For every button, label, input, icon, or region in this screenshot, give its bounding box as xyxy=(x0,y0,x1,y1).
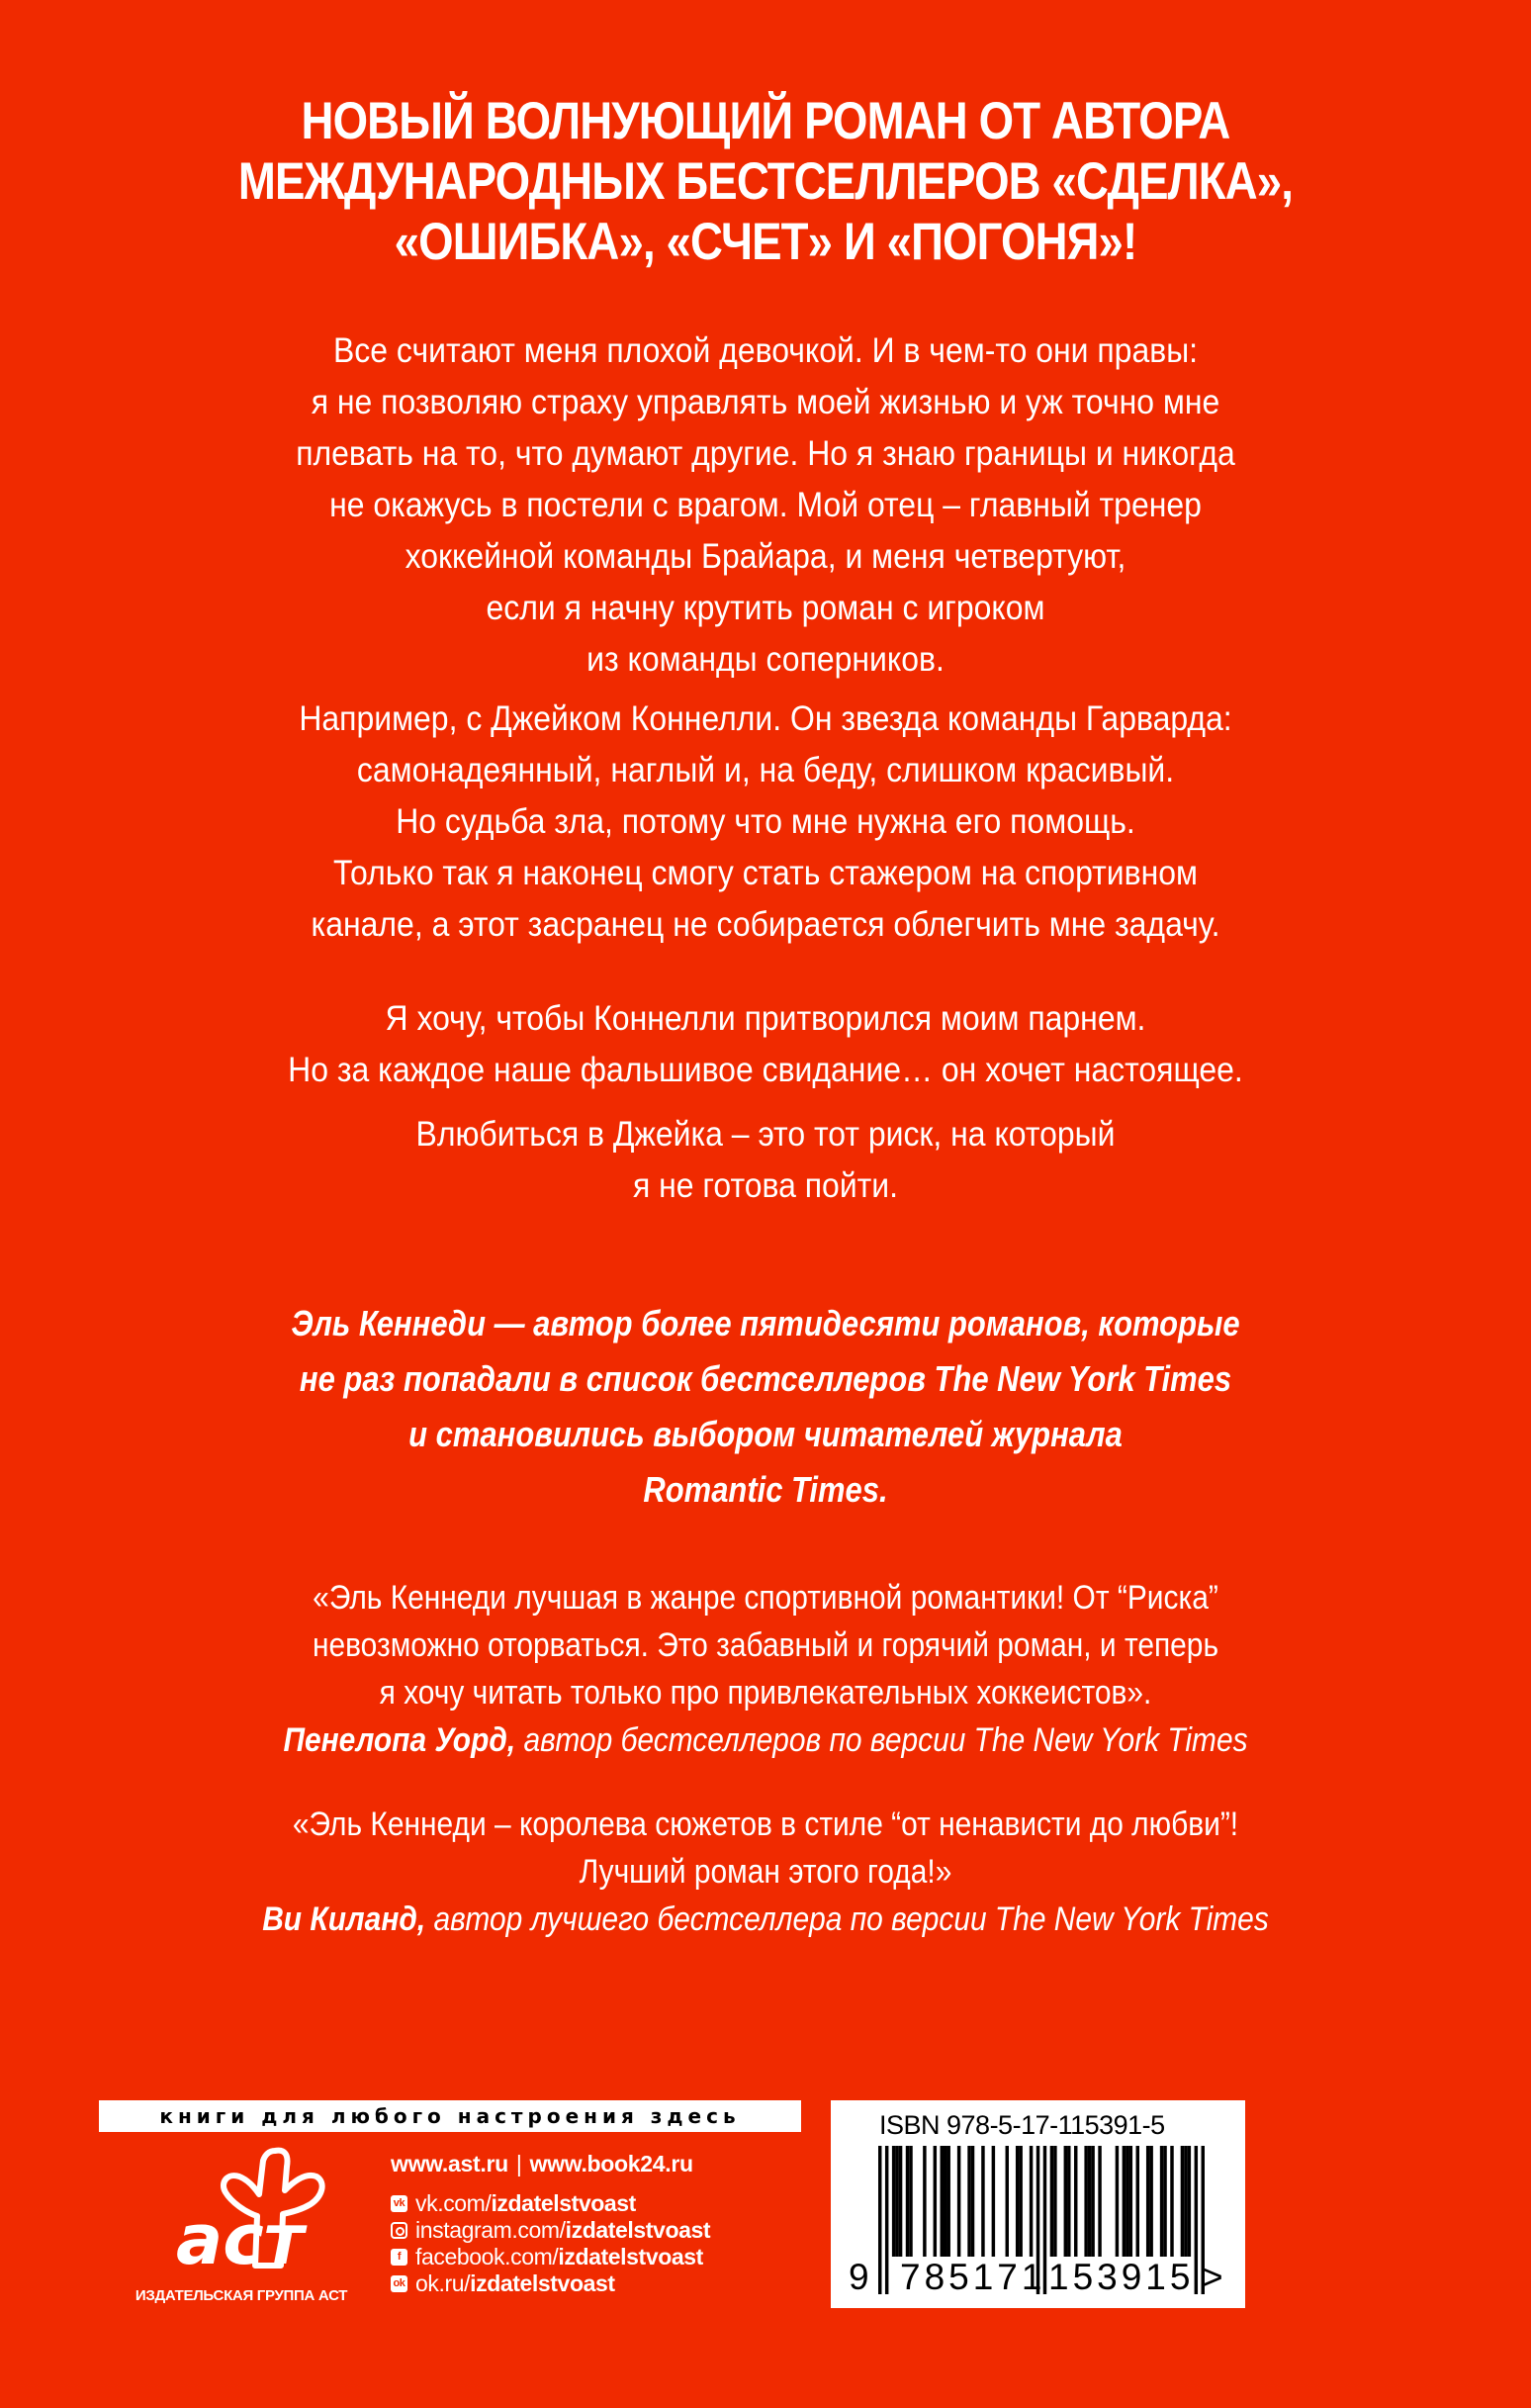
social-prefix: facebook.com/ xyxy=(415,2244,559,2269)
social-link-vk[interactable] xyxy=(391,2190,710,2217)
barcode-bar xyxy=(971,2146,974,2257)
website-links xyxy=(391,2149,710,2178)
text-line: Я хочу, чтобы Коннелли притворился моим парнем. xyxy=(385,998,1146,1038)
barcode-bar xyxy=(1136,2146,1139,2257)
barcode-bar xyxy=(892,2146,895,2257)
synopsis-paragraph xyxy=(76,693,1454,950)
barcode-bar xyxy=(1160,2146,1163,2257)
barcode-bar xyxy=(1188,2146,1191,2257)
social-handle: izdatelstvoast xyxy=(565,2217,711,2243)
barcode-bar xyxy=(1146,2146,1149,2257)
social-handle: izdatelstvoast xyxy=(491,2190,636,2216)
headline xyxy=(107,91,1423,272)
text-line: Все считают меня плохой девочкой. И в чем-то они правы: xyxy=(332,330,1199,370)
barcode-bar xyxy=(1074,2146,1077,2257)
social-handle: izdatelstvoast xyxy=(470,2270,615,2296)
text-line: плевать на то, что думают другие. Но я знаю границы и никогда xyxy=(296,433,1235,473)
barcode-bar xyxy=(981,2146,984,2257)
odnoklassniki-icon: ok xyxy=(391,2275,407,2292)
review-author: Пенелопа Уорд, xyxy=(283,1721,516,1759)
publisher-tagline: книги для любого настроения здесь xyxy=(99,2100,801,2132)
review-text-line: Лучший роман этого года!» xyxy=(579,1853,952,1891)
review xyxy=(92,1801,1439,1943)
review-author-role: автор лучшего бестселлера по версии The New York Times xyxy=(425,1900,1269,1938)
separator: | xyxy=(515,2151,522,2176)
publisher-links xyxy=(391,2149,710,2297)
social-prefix: vk.com/ xyxy=(415,2190,492,2216)
barcode-bar xyxy=(909,2146,912,2257)
review-text-line: «Эль Кеннеди лучшая в жанре спортивной романтики! От “Риска” xyxy=(313,1579,1218,1617)
text-line: Только так я наконец смогу стать стажером на спортивном xyxy=(332,853,1199,892)
vk-icon: vk xyxy=(391,2195,407,2212)
headline-line: МЕЖДУНАРОДНЫХ БЕСТСЕЛЛЕРОВ «СДЕЛКА», xyxy=(237,152,1294,211)
barcode-bar xyxy=(941,2146,944,2257)
barcode-bar xyxy=(899,2146,902,2257)
barcode-bar xyxy=(934,2146,937,2257)
barcode-bar xyxy=(1181,2146,1184,2257)
review-author-role: автор бестселлеров по версии The New York Times xyxy=(515,1721,1248,1759)
text-line: Но за каждое наше фальшивое свидание… он хочет настоящее. xyxy=(288,1050,1243,1089)
barcode-bar xyxy=(1170,2146,1173,2257)
text-line: Эль Кеннеди — автор более пятидесяти романов, которые xyxy=(291,1303,1240,1343)
barcode-bar xyxy=(1006,2146,1009,2257)
text-line: Например, с Джейком Коннелли. Он звезда команды Гарварда: xyxy=(299,698,1232,738)
barcode-bar xyxy=(967,2146,970,2257)
facebook-icon: f xyxy=(391,2249,407,2266)
barcode-bar xyxy=(992,2146,995,2257)
website-link-ast[interactable]: www.ast.ru xyxy=(391,2151,508,2176)
synopsis-paragraph xyxy=(76,992,1454,1095)
text-line: канале, а этот засранец не собирается облегчить мне задачу. xyxy=(311,904,1220,944)
barcode-bar xyxy=(1016,2146,1019,2257)
barcode-digits-right: 153915 xyxy=(1048,2257,1195,2297)
review xyxy=(92,1574,1439,1764)
review-text-line: я хочу читать только про привлекательных хоккеистов». xyxy=(379,1674,1152,1712)
synopsis-paragraph xyxy=(76,1108,1454,1211)
barcode-bar xyxy=(895,2146,898,2257)
isbn-barcode xyxy=(831,2100,1245,2308)
barcode-bar xyxy=(1084,2146,1087,2257)
author-bio xyxy=(107,1296,1423,1518)
review-text-line: «Эль Кеннеди – королева сюжетов в стиле “от ненависти до любви”! xyxy=(292,1806,1239,1843)
barcode-bar xyxy=(957,2146,960,2257)
barcode-bar xyxy=(1123,2146,1126,2257)
review-text-line: невозможно оторваться. Это забавный и горячий роман, и теперь xyxy=(312,1626,1219,1664)
text-line: Влюбиться в Джейка – это тот риск, на который xyxy=(415,1114,1116,1154)
barcode-bar xyxy=(1163,2146,1166,2257)
barcode-bar xyxy=(906,2146,909,2257)
barcode-bar xyxy=(878,2146,881,2294)
barcode-bar xyxy=(1067,2146,1070,2257)
barcode-bar xyxy=(1019,2146,1022,2257)
social-link-odnoklassniki[interactable] xyxy=(391,2270,710,2297)
text-line: Romantic Times. xyxy=(643,1469,888,1510)
text-line: не раз попадали в список бестселлеров The New York Times xyxy=(299,1358,1232,1399)
barcode-bar xyxy=(885,2146,888,2294)
text-line: Но судьба зла, потому что мне нужна его помощь. xyxy=(396,801,1135,841)
barcode-bar xyxy=(944,2146,946,2257)
social-handle: izdatelstvoast xyxy=(558,2244,703,2269)
ast-logo xyxy=(148,2147,346,2295)
review-author: Ви Киланд, xyxy=(262,1900,426,1938)
barcode-bar xyxy=(1091,2146,1094,2257)
social-link-instagram[interactable] xyxy=(391,2217,710,2244)
social-prefix: ok.ru/ xyxy=(415,2270,471,2296)
logo-caption: ИЗДАТЕЛЬСКАЯ ГРУППА АСТ xyxy=(135,2287,348,2304)
synopsis-paragraph xyxy=(76,324,1454,685)
barcode-bar xyxy=(1129,2146,1132,2257)
barcode-bar xyxy=(1053,2146,1056,2257)
text-line: и становились выбором читателей журнала xyxy=(408,1414,1123,1454)
text-line: я не позволяю страху управлять моей жизнью и уж точно мне xyxy=(311,382,1220,421)
barcode-bar xyxy=(1184,2146,1187,2257)
logo-text: аст xyxy=(176,2199,305,2280)
barcode-bar xyxy=(1088,2146,1091,2257)
review-attribution xyxy=(92,1716,1439,1764)
instagram-icon xyxy=(391,2222,407,2239)
barcode-bar xyxy=(1030,2146,1033,2257)
text-line: не окажусь в постели с врагом. Мой отец – главный тренер xyxy=(329,485,1202,524)
social-prefix: instagram.com/ xyxy=(415,2217,566,2243)
headline-line: «ОШИБКА», «СЧЕТ» И «ПОГОНЯ»! xyxy=(394,213,1137,271)
barcode-bar xyxy=(1149,2146,1152,2257)
barcode-bar xyxy=(1098,2146,1101,2257)
barcode-bar xyxy=(1116,2146,1119,2257)
text-line: из команды соперников. xyxy=(586,639,945,679)
website-link-book24[interactable]: www.book24.ru xyxy=(529,2151,693,2176)
isbn-label: ISBN 978-5-17-115391-5 xyxy=(879,2110,1165,2140)
text-line: хоккейной команды Брайара, и меня четвертуют, xyxy=(405,536,1126,576)
review-attribution xyxy=(92,1896,1439,1943)
barcode-digits-left: 785171 xyxy=(900,2257,1046,2297)
barcode-bar xyxy=(1064,2146,1067,2257)
social-links xyxy=(391,2190,710,2297)
text-line: самонадеянный, наглый и, на беду, слишком красивый. xyxy=(356,750,1175,789)
barcode-bar xyxy=(946,2146,949,2257)
barcode-bar xyxy=(1126,2146,1128,2257)
text-line: я не готова пойти. xyxy=(632,1165,899,1205)
barcode-bar xyxy=(1050,2146,1053,2257)
barcode-digit-first: 9 xyxy=(849,2257,869,2297)
barcode-bar xyxy=(1195,2146,1198,2294)
social-link-facebook[interactable] xyxy=(391,2244,710,2270)
text-line: если я начну крутить роман с игроком xyxy=(486,588,1045,627)
barcode-bar xyxy=(923,2146,926,2257)
barcode-arrow: > xyxy=(1202,2257,1223,2297)
headline-line: НОВЫЙ ВОЛНУЮЩИЙ РОМАН ОТ АВТОРА xyxy=(301,92,1230,150)
